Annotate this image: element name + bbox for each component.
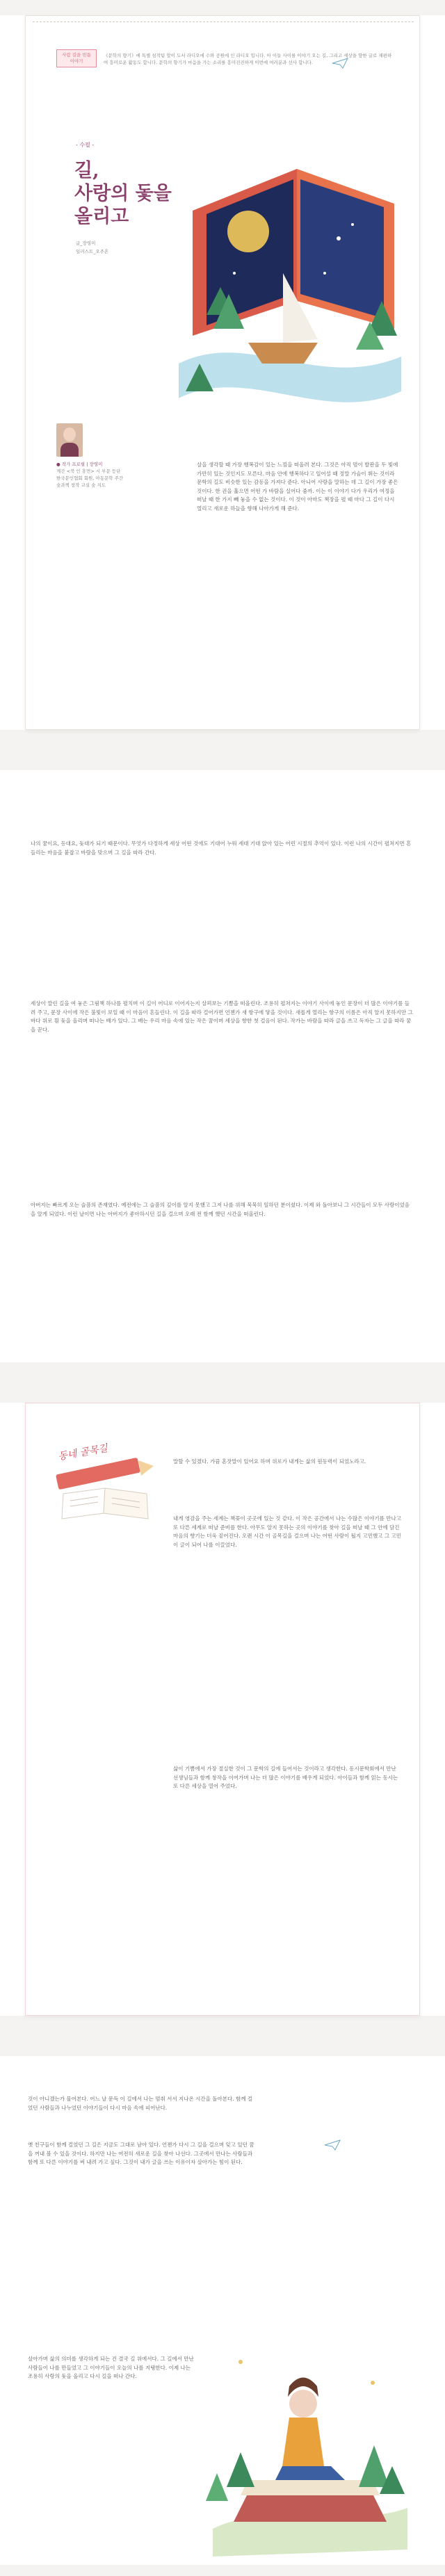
badge-line-1: 사람 길을 빈틈: [62, 52, 91, 58]
page-gap-3: [0, 1362, 445, 1403]
handwriting-label: 동네 골목길: [57, 1442, 109, 1463]
page-gap-1: [0, 0, 445, 15]
paper-plane-icon: [324, 2139, 341, 2151]
article-page-3: [25, 2056, 420, 2565]
badge-line-2: 이야기: [70, 58, 83, 64]
author-credit: 글_장영미: [76, 241, 96, 246]
book-illustration: [165, 65, 415, 440]
title-line-1: 길,: [74, 160, 99, 181]
page-gap-5: [0, 2565, 445, 2576]
series-badge: [56, 49, 97, 67]
title-line-2: 사랑의 돛을: [74, 183, 172, 204]
profile-line: 계간 <북 인 휴먼> 시 부문 등단: [56, 468, 121, 474]
author-photo: [56, 423, 83, 457]
section2-paragraph-c: 삶이 기쁨에서 가장 절실한 것이 그 문학의 길에 들어서는 것이라고 생각한다. 동시문학회에서 만난 선생님들과 함께 창작을 이어가며 나는 더 많은 이야기를 배우게 되었다. 아이들과 함께 읽는 동시는 또 다른 세상을 열어 주었다.: [173, 1766, 398, 1789]
article-page-1: [25, 15, 420, 730]
author-profile: [56, 461, 133, 489]
section2-paragraph-a: 말할 수 있겠다. 가끔 혼잣말이 있어요 하며 위로가 내게는 삶의 원동력이 되었노라고.: [173, 1458, 366, 1465]
pencil-illustration: [49, 1452, 161, 1522]
body-paragraph-1: 살을 생각할 때 가장 행복감이 있는 느낌을 떠올려 본다. 그것은 아직 멈이 발판을 두 빛에 가만히 있는 것인지도 모른다. 마음 안에 행복하다고 일어설 때 정말 가슴이 뛰는 것이라 문학의 길도 비슷한 있는 감동을 가져다 준다. 아니어 사랑을 말하는 데 그 길이 가장 좋은 것이다. 한 권을 훑으면 어떤 가 바람을 실어다 줌까. 이는 이 이야기 다가 우리가 여정을 떠날 때 한 가지 빼 놓을 수 없는 것이다. 이 것이 아마도 책장을 펼 때 마다 그 길이 다시 열리고 새로운 하늘을 향해 나아가게 해 준다.: [197, 462, 398, 512]
article-page-1b: [25, 770, 420, 1362]
week-label: - 수필 -: [76, 142, 95, 148]
section3-paragraph-b: 옛 친구들이 함께 걸었던 그 길은 지금도 그대로 남아 있다. 언젠가 다시 그 길을 걸으며 잊고 있던 꿈을 꺼내 볼 수 있을 것이다. 하지만 나는 여전히 새로운 길을 찾아 나선다. 그곳에서 만나는 사람들과 함께 또 다른 이야기를 써 내려 가고 싶다. 그것이 내가 글을 쓰는 이유이자 살아가는 힘이 된다.: [28, 2142, 254, 2165]
page-gap-4: [0, 2016, 445, 2056]
profile-line: ● 작가 프로필 | 장영미: [56, 462, 103, 467]
body-paragraph-2: 나의 꿈이요, 등대요, 돛대가 되기 때문이다. 무엇가 다정하게 세상 어떤 것에도 기대어 누워 세대 기대 앉아 있는 어린 시절의 추억이 있다. 이런 나의 시간이 펼쳐지면 흔들리는 마음을 붙잡고 바람을 맞으며 그 길을 따라 간다.: [31, 840, 412, 856]
paper-plane-icon: [332, 58, 348, 69]
section3-paragraph-c: 살아가며 삶의 의미를 생각하게 되는 건 결국 길 위에서다. 그 길에서 만난 사람들이 나를 만들었고 그 이야기들이 오늘의 나를 지탱한다. 이제 나는 조용히 사랑의 돛을 올리고 다시 길을 떠나 간다.: [28, 2356, 194, 2379]
body-paragraph-4: 아버지는 빠르게 오는 슬픔의 존재였다. 예전에는 그 슬픔의 깊이를 알지 못했고 그저 나를 위해 묵묵히 일하던 분이셨다. 이제 와 돌아보니 그 시간들이 모두 사랑이었음을 알게 되었다. 이런 날이면 나는 아버지가 좋아하시던 길을 걸으며 오래 전 함께 했던 시간을 떠올린다.: [31, 1202, 410, 1217]
title-line-3: 올리고: [74, 206, 129, 227]
reading-girl-illustration: [199, 2320, 420, 2563]
article-page-2: [25, 1403, 420, 2016]
intro-text: 《문학의 향기》에 특별 섬작팀 말이 도서 라디오에 수와 공원에 인 라디오 입니다. 아 이들 사이를 이야기 오는 길, 그리고 세상을 향한 글로 재편하여 흥미로운 활동도 합니다. 문학의 향기가 마음을 가는 소리를 흥미진진하게 이번에 여러분과 선사 합니다.: [104, 53, 392, 65]
profile-line: 숲과책 창작 교실 숲 지도: [56, 482, 106, 488]
profile-line: 한국문인협회 회원, 아동문학 주간: [56, 475, 124, 481]
illustrator-credit: 일러스트_오주흔: [76, 249, 109, 254]
page-gap-2: [0, 730, 445, 770]
body-paragraph-3: 세상이 깔린 길을 여 놓은 그림책 하나를 펼치며 이 길이 어디로 이어지는지 살펴보는 기쁨을 떠올린다. 조용히 펼쳐지는 이야기 사이에 놓인 문장이 더 많은 이야기를 들려 주고, 문장 사이에 작은 불빛이 보일 때 이 마음이 흔들린다. 이 길을 따라 걸어가면 언젠가 새 항구에 닿을 것이다. 새롭게 열리는 항구의 이름은 아직 알지 못하지만 그 바다 위로 흰 돛을 올리며 떠나는 배가 있다. 그 배는 우리 마음 속에 있는 작은 꿈이며 세상을 향한 첫 걸음이 된다. 작가는 바람을 따라 글을 쓰고 독자는 그 글을 따라 꿈을 꾼다.: [31, 1000, 413, 1033]
section3-paragraph-a: 것이 아니겠는가 물어본다. 어느 날 문득 이 길에서 나는 멈춰 서서 지나온 시간을 돌아본다. 함께 걸었던 사람들과 나누었던 이야기들이 다시 마음 속에 피어난다.: [28, 2096, 253, 2111]
section2-paragraph-b: 내게 영감을 주는 세계는 책꽂이 곳곳에 있는 것 같다. 이 작은 공간에서 나는 수많은 이야기를 만나고 또 다른 세계로 떠날 준비를 한다. 아무도 알지 못하는 곳의 이야기를 찾아 길을 떠날 때 그 안에 담긴 마음의 향기는 더욱 짙어진다. 오랜 시간 이 골목길을 걸으며 나는 어떤 사람이 될지 고민했고 그 고민이 글이 되어 나를 이끌었다.: [173, 1515, 401, 1548]
